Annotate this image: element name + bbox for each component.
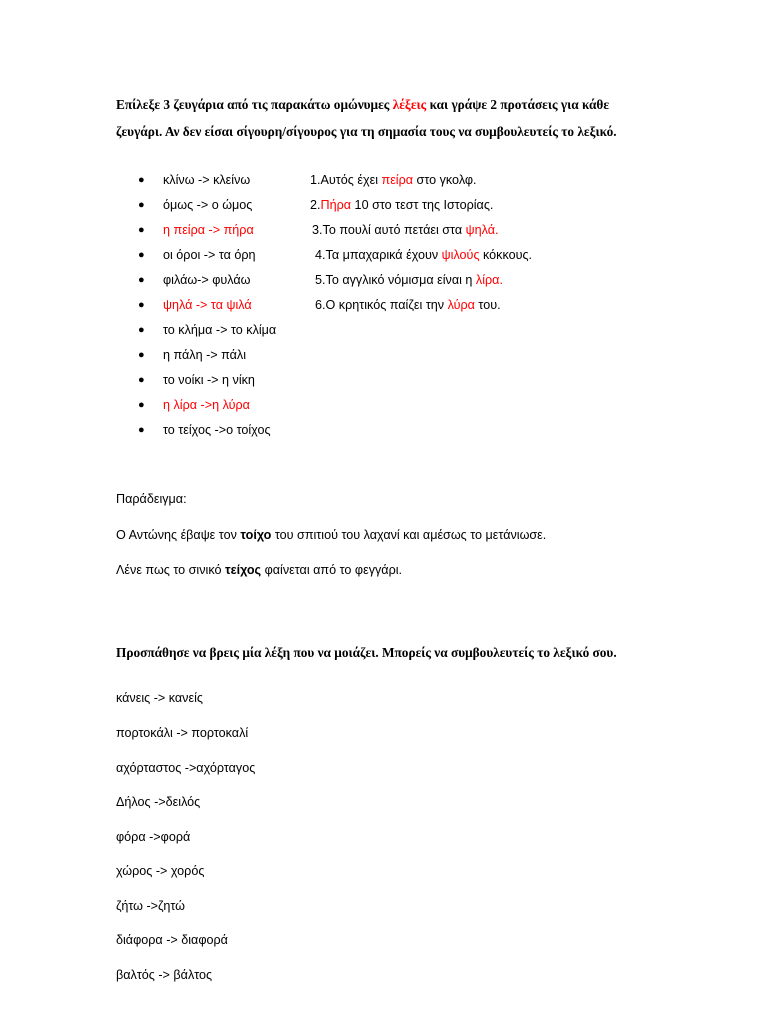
similar-word-pair: κάνεις -> κανείς [116, 691, 203, 705]
example-sentence-1 [310, 168, 477, 193]
sentence-text: στο γκολφ. [413, 173, 477, 187]
pair-text: φιλάω-> φυλάω [163, 273, 251, 287]
intro-instruction [116, 91, 646, 145]
sentence-text: 10 στο τεστ της Ιστορίας. [351, 198, 494, 212]
sentence-keyword: λύρα [447, 298, 475, 312]
example-sentence-great-wall [116, 563, 402, 577]
pair-text: όμως -> ο ώμος [163, 198, 253, 212]
intro-text-part2: και γράψε 2 προτάσεις για κάθε ζευγάρι. Αν δεν είσαι σίγουρη/σίγουρος για τη σημασία τους να συμβουλευτείς το λεξικό. [116, 97, 617, 139]
list-item [0, 268, 768, 293]
similar-word-pair: Δήλος ->δειλός [116, 795, 201, 809]
bullet-icon: ● [138, 424, 145, 436]
similar-word-pair: ζήτω ->ζητώ [116, 899, 185, 913]
bullet-icon: ● [138, 174, 145, 186]
sentence-number: 5. [315, 273, 326, 287]
list-item [0, 218, 768, 243]
sentence-number: 2. [310, 198, 321, 212]
example-sentence-wall [116, 528, 546, 542]
intro-text-part1: Επίλεξε 3 ζευγάρια από τις παρακάτω ομώνυμες [116, 97, 393, 112]
pair-text: ψηλά -> τα ψιλά [163, 298, 252, 312]
similar-word-pair: πορτοκάλι -> πορτοκαλί [116, 726, 249, 740]
pair-text: κλίνω -> κλείνω [163, 173, 251, 187]
list-item [0, 368, 768, 393]
bullet-icon: ● [138, 324, 145, 336]
sentence-text: Το πουλί αυτό πετάει στα [322, 223, 466, 237]
bullet-icon: ● [138, 399, 145, 411]
list-item [0, 293, 768, 318]
list-item [0, 418, 768, 443]
bullet-icon: ● [138, 274, 145, 286]
list-item [0, 193, 768, 218]
example-text: Ο Αντώνης έβαψε τον [116, 528, 241, 542]
bullet-icon: ● [138, 224, 145, 236]
sentence-text: κόκκους. [479, 248, 533, 262]
sentence-number: 3. [312, 223, 323, 237]
example-sentence-3 [312, 218, 498, 243]
sentence-keyword: ψηλά. [465, 223, 499, 237]
bullet-icon: ● [138, 199, 145, 211]
pair-text: το νοίκι -> η νίκη [163, 373, 255, 387]
pair-text: οι όροι -> τα όρη [163, 248, 256, 262]
pair-text: το κλήμα -> το κλίμα [163, 323, 277, 337]
example-sentence-2 [310, 193, 493, 218]
sentence-text: Το αγγλικό νόμισμα είναι η [325, 273, 476, 287]
sentence-keyword: Πήρα [320, 198, 352, 212]
sentence-keyword: ψιλούς [441, 248, 480, 262]
similar-word-pair: χώρος -> χορός [116, 864, 205, 878]
pair-text: η λίρα ->η λύρα [163, 398, 250, 412]
sentence-number: 6. [315, 298, 326, 312]
sentence-keyword: λίρα. [475, 273, 503, 287]
list-item [0, 343, 768, 368]
similar-word-pair: διάφορα -> διαφορά [116, 933, 228, 947]
example-text: του σπιτιού του λαχανί και αμέσως το μετάνιωσε. [271, 528, 547, 542]
list-item [0, 168, 768, 193]
task2-instruction: Προσπάθησε να βρεις μία λέξη που να μοιάζει. Μπορείς να συμβουλευτείς το λεξικό σου. [116, 645, 617, 661]
pair-text: η πάλη -> πάλι [163, 348, 247, 362]
example-keyword: τείχος [224, 563, 262, 577]
sentence-text: Τα μπαχαρικά έχουν [325, 248, 442, 262]
example-sentence-5 [315, 268, 503, 293]
sentence-number: 4. [315, 248, 326, 262]
sentence-keyword: πείρα [381, 173, 414, 187]
example-text: φαίνεται από το φεγγάρι. [261, 563, 403, 577]
similar-word-pair: βαλτός -> βάλτος [116, 968, 213, 982]
homonym-pairs-list [0, 168, 768, 443]
list-item [0, 393, 768, 418]
example-label: Παράδειγμα: [116, 492, 187, 506]
list-item [0, 243, 768, 268]
example-keyword: τοίχο [240, 528, 272, 542]
similar-word-pair: αχόρταστος ->αχόρταγος [116, 761, 256, 775]
bullet-icon: ● [138, 374, 145, 386]
pair-text: η πείρα -> πήρα [163, 223, 254, 237]
bullet-icon: ● [138, 299, 145, 311]
bullet-icon: ● [138, 349, 145, 361]
sentence-number: 1. [310, 173, 321, 187]
example-text: Λένε πως το σινικό [116, 563, 225, 577]
similar-word-pair: φόρα ->φορά [116, 830, 191, 844]
example-sentence-6 [315, 293, 501, 318]
sentence-text: του. [474, 298, 501, 312]
example-sentence-4 [315, 243, 532, 268]
intro-highlight-word: λέξεις [392, 97, 427, 112]
pair-text: το τείχος ->ο τοίχος [163, 423, 271, 437]
sentence-text: Αυτός έχει [320, 173, 382, 187]
bullet-icon: ● [138, 249, 145, 261]
list-item [0, 318, 768, 343]
sentence-text: Ο κρητικός παίζει την [325, 298, 448, 312]
